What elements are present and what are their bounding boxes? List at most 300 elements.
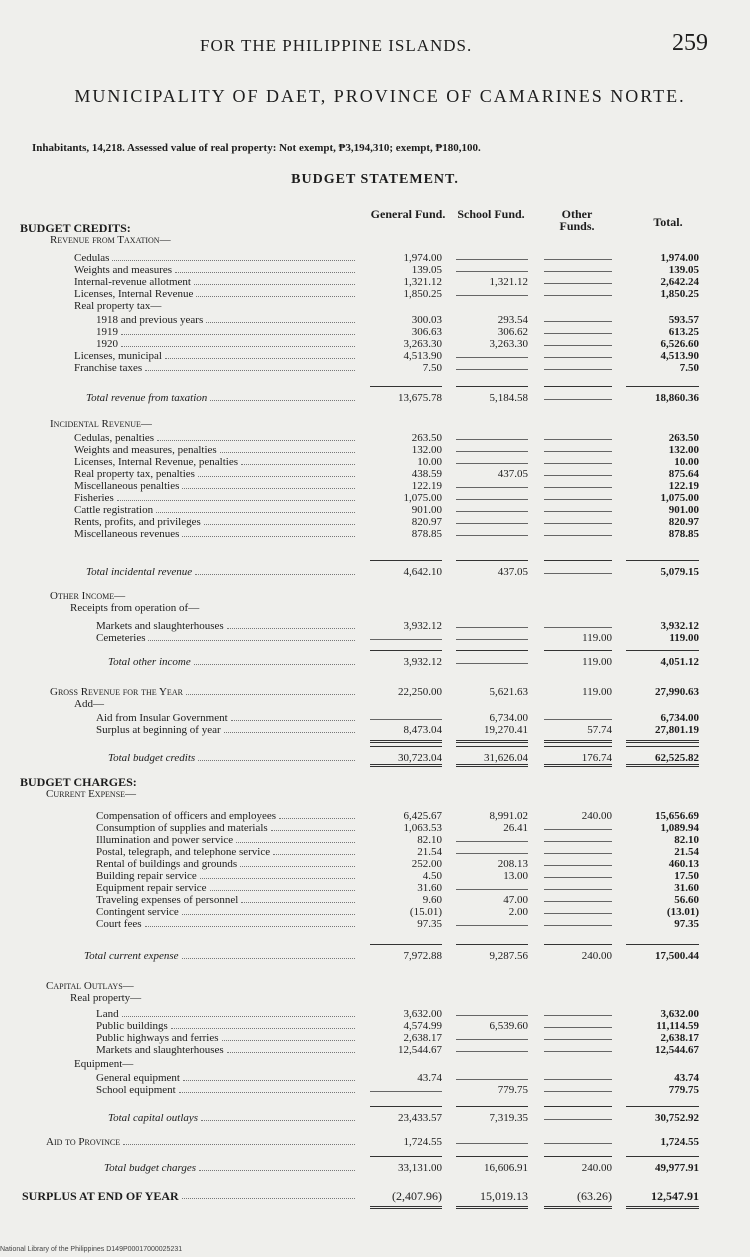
amount-cell: 17.50: [674, 870, 699, 882]
amount-cell: 16,606.91: [484, 1162, 528, 1174]
dot-leader: [231, 720, 355, 721]
amount-cell: 437.05: [497, 468, 528, 480]
empty-cell-dash: [456, 1079, 528, 1080]
double-rule: [370, 1206, 442, 1209]
table-row: [0, 456, 750, 468]
amount-cell: 1,850.25: [660, 288, 699, 300]
dot-leader: [194, 284, 355, 285]
amount-cell: 4,513.90: [660, 350, 699, 362]
total-rule: [370, 746, 442, 747]
total-rule: [626, 1156, 699, 1157]
table-row: [0, 1058, 750, 1070]
amount-cell: 4,513.90: [403, 350, 442, 362]
dot-leader: [241, 464, 355, 465]
column-header-school: School Fund.: [457, 207, 525, 221]
dot-leader: [204, 524, 355, 525]
empty-cell-dash: [456, 259, 528, 260]
row-label: Equipment—: [74, 1058, 134, 1070]
amount-cell: 10.00: [417, 456, 442, 468]
table-row: [0, 632, 750, 644]
table-row: [0, 846, 750, 858]
table-row: [0, 288, 750, 300]
table-row: [0, 234, 750, 246]
total-rule: [456, 560, 528, 561]
row-label: Receipts from operation of—: [70, 602, 200, 614]
dot-leader: [186, 694, 355, 695]
amount-cell: 26.41: [503, 822, 528, 834]
amount-cell: 263.50: [668, 432, 699, 444]
amount-cell: 878.85: [411, 528, 442, 540]
row-label: Real property tax, penalties: [74, 468, 195, 480]
empty-cell-dash: [456, 487, 528, 488]
amount-cell: 4,574.99: [403, 1020, 442, 1032]
dot-leader: [112, 260, 355, 261]
column-header-other: Other Funds.: [559, 207, 595, 233]
amount-cell: 57.74: [587, 724, 612, 736]
table-row: [0, 492, 750, 504]
table-row: [0, 1136, 750, 1148]
total-rule: [456, 1106, 528, 1107]
dot-leader: [220, 452, 355, 453]
dot-leader: [179, 1092, 355, 1093]
empty-cell-dash: [544, 271, 612, 272]
table-row: [0, 776, 750, 788]
table-row: [0, 1162, 750, 1174]
empty-cell-dash: [456, 841, 528, 842]
row-label: Building repair service: [96, 870, 197, 882]
amount-cell: 47.00: [503, 894, 528, 906]
dot-leader: [157, 440, 355, 441]
page-header: [0, 30, 750, 62]
table-row: [0, 1044, 750, 1056]
table-row: [0, 834, 750, 846]
total-rule: [456, 386, 528, 387]
amount-cell: 7.50: [422, 362, 442, 374]
double-rule: [626, 764, 699, 767]
table-row: [0, 620, 750, 632]
row-label: Total budget credits: [108, 752, 196, 764]
table-row: [0, 1072, 750, 1084]
amount-cell: 30,723.04: [398, 752, 442, 764]
row-label: Total other income: [108, 656, 191, 668]
dot-leader: [201, 1120, 355, 1121]
amount-cell: 3,263.30: [403, 338, 442, 350]
amount-cell: 613.25: [668, 326, 699, 338]
table-row: [0, 1112, 750, 1124]
amount-cell: 779.75: [497, 1084, 528, 1096]
table-row: [0, 252, 750, 264]
amount-cell: 119.00: [582, 632, 612, 644]
amount-cell: 22,250.00: [398, 686, 442, 698]
empty-cell-dash: [544, 357, 612, 358]
inhabitants-line: Inhabitants, 14,218. Assessed value of real property: Not exempt, ₱3,194,310; exempt, ₱180,100.: [32, 142, 481, 154]
dot-leader: [222, 1040, 355, 1041]
amount-cell: 43.74: [417, 1072, 442, 1084]
row-label: Cedulas: [74, 252, 110, 264]
empty-cell-dash: [456, 499, 528, 500]
total-rule: [544, 1106, 612, 1107]
amount-cell: 1,321.12: [489, 276, 528, 288]
dot-leader: [279, 818, 355, 819]
amount-cell: 1,974.00: [660, 252, 699, 264]
row-label: Equipment repair service: [96, 882, 207, 894]
amount-cell: 3,632.00: [403, 1008, 442, 1020]
row-label: Surplus at beginning of year: [96, 724, 221, 736]
dot-leader: [241, 902, 355, 903]
amount-cell: 2,638.17: [403, 1032, 442, 1044]
amount-cell: 23,433.57: [398, 1112, 442, 1124]
empty-cell-dash: [456, 535, 528, 536]
empty-cell-dash: [544, 829, 612, 830]
dot-leader: [117, 500, 355, 501]
table-row: [0, 698, 750, 710]
amount-cell: 293.54: [497, 314, 528, 326]
dot-leader: [271, 830, 355, 831]
empty-cell-dash: [544, 1091, 612, 1092]
amount-cell: 176.74: [581, 752, 612, 764]
empty-cell-dash: [544, 901, 612, 902]
amount-cell: 12,544.67: [655, 1044, 699, 1056]
double-rule: [544, 764, 612, 767]
empty-cell-dash: [456, 925, 528, 926]
total-rule: [370, 560, 442, 561]
empty-cell-dash: [456, 1143, 528, 1144]
empty-cell-dash: [544, 1079, 612, 1080]
dot-leader: [198, 476, 355, 477]
row-label: Add—: [74, 698, 104, 710]
amount-cell: 438.59: [411, 468, 442, 480]
amount-cell: 132.00: [411, 444, 442, 456]
row-label: BUDGET CREDITS:: [20, 221, 131, 235]
amount-cell: 119.00: [582, 656, 612, 668]
row-label: Real property tax—: [74, 300, 162, 312]
column-header-total: Total.: [653, 215, 683, 229]
table-row: [0, 894, 750, 906]
empty-cell-dash: [544, 913, 612, 914]
amount-cell: 306.62: [497, 326, 528, 338]
amount-cell: 8,991.02: [489, 810, 528, 822]
dot-leader: [194, 664, 355, 665]
amount-cell: 1,063.53: [403, 822, 442, 834]
empty-cell-dash: [544, 889, 612, 890]
empty-cell-dash: [544, 573, 612, 574]
row-label: Internal-revenue allotment: [74, 276, 191, 288]
table-row: [0, 338, 750, 350]
amount-cell: 240.00: [581, 1162, 612, 1174]
dot-leader: [121, 334, 355, 335]
row-label: Cemeteries: [96, 632, 146, 644]
table-row: [0, 1190, 750, 1202]
amount-cell: 1,089.94: [660, 822, 699, 834]
dot-leader: [145, 370, 355, 371]
empty-cell-dash: [544, 487, 612, 488]
amount-cell: 4,642.10: [403, 566, 442, 578]
amount-cell: 1,724.55: [660, 1136, 699, 1148]
table-row: [0, 656, 750, 668]
dot-leader: [240, 866, 355, 867]
empty-cell-dash: [544, 925, 612, 926]
amount-cell: 263.50: [411, 432, 442, 444]
empty-cell-dash: [544, 399, 612, 400]
double-rule: [370, 740, 442, 743]
amount-cell: 7,319.35: [489, 1112, 528, 1124]
row-label: Illumination and power service: [96, 834, 234, 846]
empty-cell-dash: [456, 295, 528, 296]
statement-title: BUDGET STATEMENT.: [291, 172, 459, 187]
total-rule: [456, 1156, 528, 1157]
amount-cell: 4,051.12: [660, 656, 699, 668]
amount-cell: 30,752.92: [655, 1112, 699, 1124]
double-rule: [456, 740, 528, 743]
row-label: Current Expense—: [46, 788, 137, 800]
row-label: Markets and slaughterhouses: [96, 620, 224, 632]
amount-cell: 2,642.24: [660, 276, 699, 288]
empty-cell-dash: [544, 627, 612, 628]
row-label: School equipment: [96, 1084, 176, 1096]
column-header-general: General Fund.: [370, 207, 446, 221]
amount-cell: 5,079.15: [660, 566, 699, 578]
row-label: Gross Revenue for the Year: [50, 686, 183, 698]
double-rule: [370, 764, 442, 767]
empty-cell-dash: [456, 627, 528, 628]
amount-cell: 6,526.60: [660, 338, 699, 350]
row-label: Weights and measures, penalties: [74, 444, 217, 456]
double-rule: [626, 1206, 699, 1209]
row-label: Contingent service: [96, 906, 179, 918]
amount-cell: 17,500.44: [655, 950, 699, 962]
empty-cell-dash: [456, 357, 528, 358]
empty-cell-dash: [544, 463, 612, 464]
table-row: [0, 444, 750, 456]
table-row: [0, 1032, 750, 1044]
amount-cell: 97.35: [417, 918, 442, 930]
running-title: FOR THE PHILIPPINE ISLANDS.: [200, 36, 473, 55]
empty-cell-dash: [456, 663, 528, 664]
row-label: Public highways and ferries: [96, 1032, 219, 1044]
amount-cell: 56.60: [674, 894, 699, 906]
table-row: [0, 222, 750, 234]
dot-leader: [165, 358, 355, 359]
amount-cell: 21.54: [674, 846, 699, 858]
empty-cell-dash: [456, 369, 528, 370]
amount-cell: 2.00: [508, 906, 528, 918]
empty-cell-dash: [370, 639, 442, 640]
empty-cell-dash: [544, 259, 612, 260]
amount-cell: 31.60: [417, 882, 442, 894]
amount-cell: 82.10: [674, 834, 699, 846]
row-label: Fisheries: [74, 492, 114, 504]
amount-cell: 1,850.25: [403, 288, 442, 300]
empty-cell-dash: [544, 877, 612, 878]
total-rule: [626, 944, 699, 945]
row-label: Total revenue from taxation: [86, 392, 208, 404]
row-label: Court fees: [96, 918, 142, 930]
amount-cell: 2,638.17: [660, 1032, 699, 1044]
table-row: [0, 918, 750, 930]
dot-leader: [200, 878, 355, 879]
amount-cell: 18,860.36: [655, 392, 699, 404]
row-label: Aid to Province: [46, 1136, 121, 1148]
total-rule: [544, 386, 612, 387]
row-label: 1919: [96, 326, 118, 338]
table-row: [0, 992, 750, 1004]
empty-cell-dash: [456, 451, 528, 452]
table-row: [0, 362, 750, 374]
empty-cell-dash: [456, 271, 528, 272]
amount-cell: 1,724.55: [403, 1136, 442, 1148]
dot-leader: [195, 574, 355, 575]
empty-cell-dash: [544, 523, 612, 524]
table-row: [0, 822, 750, 834]
empty-cell-dash: [544, 853, 612, 854]
total-rule: [626, 650, 699, 651]
table-row: [0, 950, 750, 962]
dot-leader: [273, 854, 355, 855]
table-row: [0, 1020, 750, 1032]
amount-cell: 33,131.00: [398, 1162, 442, 1174]
empty-cell-dash: [544, 451, 612, 452]
table-row: [0, 516, 750, 528]
row-label: Cedulas, penalties: [74, 432, 155, 444]
amount-cell: (15.01): [409, 906, 442, 918]
amount-cell: 139.05: [411, 264, 442, 276]
amount-cell: (13.01): [666, 906, 699, 918]
amount-cell: 4.50: [422, 870, 442, 882]
table-row: [0, 300, 750, 312]
row-label: Total budget charges: [104, 1162, 197, 1174]
dot-leader: [171, 1028, 355, 1029]
row-label: Rental of buildings and grounds: [96, 858, 238, 870]
empty-cell-dash: [456, 439, 528, 440]
total-rule: [626, 1106, 699, 1107]
amount-cell: 6,734.00: [489, 712, 528, 724]
amount-cell: 5,184.58: [489, 392, 528, 404]
table-row: [0, 712, 750, 724]
table-row: [0, 326, 750, 338]
row-label: Licenses, Internal Revenue, penalties: [74, 456, 239, 468]
dot-leader: [182, 958, 355, 959]
dot-leader: [196, 296, 355, 297]
amount-cell: 27,801.19: [655, 724, 699, 736]
table-row: [0, 810, 750, 822]
amount-cell: 10.00: [674, 456, 699, 468]
total-rule: [544, 650, 612, 651]
amount-cell: 27,990.63: [655, 686, 699, 698]
row-label: Land: [96, 1008, 119, 1020]
amount-cell: 19,270.41: [484, 724, 528, 736]
page-number: 259: [672, 30, 708, 56]
dot-leader: [199, 1170, 355, 1171]
amount-cell: 11,114.59: [656, 1020, 699, 1032]
amount-cell: 779.75: [668, 1084, 699, 1096]
empty-cell-dash: [544, 345, 612, 346]
empty-cell-dash: [456, 889, 528, 890]
double-rule: [456, 764, 528, 767]
table-row: [0, 528, 750, 540]
table-row: [0, 590, 750, 602]
amount-cell: 12,547.91: [651, 1189, 699, 1203]
row-label: Licenses, municipal: [74, 350, 162, 362]
amount-cell: 1,075.00: [660, 492, 699, 504]
amount-cell: 5,621.63: [489, 686, 528, 698]
row-label: BUDGET CHARGES:: [20, 775, 137, 789]
amount-cell: 208.13: [497, 858, 528, 870]
table-row: [0, 788, 750, 800]
amount-cell: 875.64: [668, 468, 699, 480]
total-rule: [370, 1156, 442, 1157]
empty-cell-dash: [456, 1015, 528, 1016]
row-label: Markets and slaughterhouses: [96, 1044, 224, 1056]
amount-cell: 1,321.12: [403, 276, 442, 288]
empty-cell-dash: [456, 511, 528, 512]
amount-cell: 6,425.67: [403, 810, 442, 822]
row-label: Miscellaneous penalties: [74, 480, 180, 492]
empty-cell-dash: [544, 295, 612, 296]
row-label: Compensation of officers and employees: [96, 810, 277, 822]
dot-leader: [145, 926, 355, 927]
amount-cell: 132.00: [668, 444, 699, 456]
double-rule: [456, 1206, 528, 1209]
dot-leader: [121, 346, 355, 347]
amount-cell: 122.19: [668, 480, 699, 492]
empty-cell-dash: [456, 639, 528, 640]
empty-cell-dash: [544, 369, 612, 370]
amount-cell: 460.13: [668, 858, 699, 870]
dot-leader: [210, 400, 355, 401]
row-label: Revenue from Taxation—: [50, 234, 171, 246]
table-row: [0, 566, 750, 578]
row-label: Public buildings: [96, 1020, 168, 1032]
amount-cell: 82.10: [417, 834, 442, 846]
dot-leader: [182, 1198, 355, 1199]
amount-cell: 139.05: [668, 264, 699, 276]
empty-cell-dash: [544, 1119, 612, 1120]
amount-cell: 8,473.04: [403, 724, 442, 736]
empty-cell-dash: [456, 523, 528, 524]
row-label: Capital Outlays—: [46, 980, 134, 992]
amount-cell: 3,932.12: [403, 656, 442, 668]
amount-cell: 300.03: [411, 314, 442, 326]
table-row: [0, 906, 750, 918]
row-label: Consumption of supplies and materials: [96, 822, 268, 834]
empty-cell-dash: [544, 1039, 612, 1040]
amount-cell: 13.00: [503, 870, 528, 882]
table-row: [0, 870, 750, 882]
total-rule: [544, 746, 612, 747]
amount-cell: 122.19: [411, 480, 442, 492]
table-row: [0, 752, 750, 764]
table-row: [0, 504, 750, 516]
table-row: [0, 276, 750, 288]
table-row: [0, 858, 750, 870]
amount-cell: 901.00: [411, 504, 442, 516]
row-label: 1920: [96, 338, 118, 350]
amount-cell: 15,019.13: [480, 1189, 528, 1203]
dot-leader: [183, 1080, 355, 1081]
amount-cell: 9.60: [422, 894, 442, 906]
empty-cell-dash: [544, 865, 612, 866]
table-row: [0, 980, 750, 992]
amount-cell: 3,932.12: [403, 620, 442, 632]
empty-cell-dash: [544, 321, 612, 322]
row-label: Franchise taxes: [74, 362, 143, 374]
amount-cell: 252.00: [411, 858, 442, 870]
table-row: [0, 432, 750, 444]
dot-leader: [156, 512, 355, 513]
empty-cell-dash: [456, 1051, 528, 1052]
table-row: [0, 468, 750, 480]
empty-cell-dash: [544, 511, 612, 512]
